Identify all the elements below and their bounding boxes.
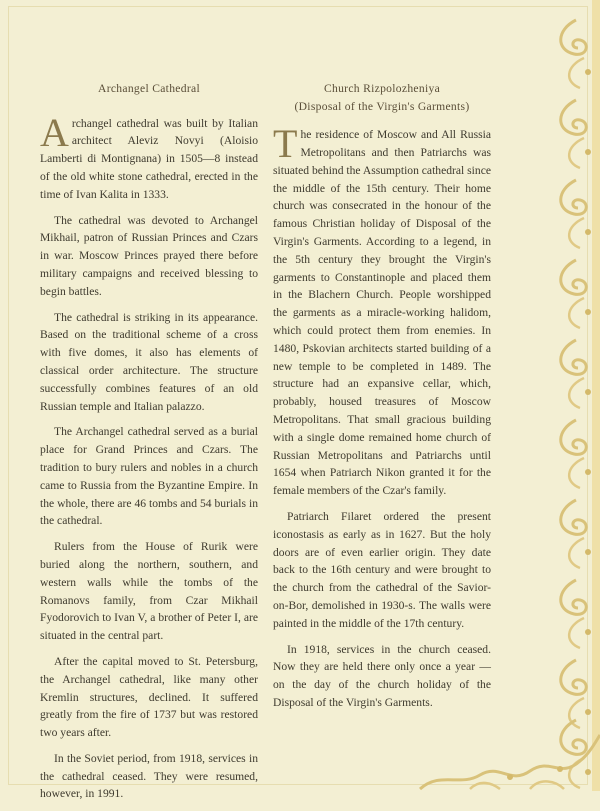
right-paragraph: In 1918, services in the church ceased. Now they are held there only once a year — on the day of the church holiday of the Disposal of the Virgin's Garments. [273,642,491,709]
left-paragraph: After the capital moved to St. Petersburg, the Archangel cathedral, like many other Kremlin structures, declined. It suffered greatly from the fire of 1737 but was restored two years after. [40,654,258,740]
left-title: Archangel Cathedral [98,82,200,95]
right-paragraph: Patriarch Filaret ordered the present iconostasis as early as in 1627. But the holy doors are of even earlier origin. They date back to the 16th century and were brought to the church from the cathedral of the Savior-on-Bor, demolished in 1930-s. The walls were painted in the middle of the 17th century. [273,509,491,630]
right-column [273,80,491,720]
ornament-border-icon [536,0,600,791]
left-column [40,80,258,811]
right-title-line1: Church Rizpolozheniya [323,82,441,95]
dropcap-a: A [40,109,69,155]
left-paragraph: Rulers from the House of Rurik were buried along the northern, southern, and western walls while the tombs of the Romanovs family, from Czar Mikhail Fyodorovich to Ivan V, a brother of Peter I, are situated in the central part. [40,540,258,643]
right-paragraph: The residence of Moscow and All Russia Metropolitans and then Patriarchs was situated behind the Assumption cathedral since the middle of the 15th century. Their home church was consecrated in the honour of the famous Christian holiday of Disposal of the Virgin's Garments. According to a legend, in the 5th century they brought the Virgin's garments to Constantinople and placed them in the Blachern Church. People worshipped the garments as a miracle-working halidom, which could protect them from enemies. In 1480, Pskovian architects started building of a new temple to be completed in 1489. The structure had an expansive cellar, which, probably, housed treasures of Moscow Metropolitans. That small gracious building with a single dome remained home church of Russian Metropolitans and Patriarchs until 1654 when Patriarch Nikon granted it for the female members of the Czar's family. [273,121,491,498]
left-paragraph: Archangel cathedral was built by Italian architect Aleviz Novyi (Aloisio Lamberti di Montignana) in 1505—8 instead of the old white stone cathedral, erected in the time of Ivan Kalita in 1333. [40,109,258,201]
left-paragraph: The cathedral is striking in its appearance. Based on the traditional scheme of a cross with five domes, it also has elements of classical order architecture. The structure successfully combines features of an old Russian temple and Italian palazzo. [40,310,258,413]
left-paragraph: The cathedral was devoted to Archangel Mikhail, patron of Russian Princes and Czars in war. Moscow Princes prayed there before military campaigns and received blessing to begin battles. [40,213,258,298]
ornament-corner-icon [410,731,600,791]
left-paragraph: The Archangel cathedral served as a burial place for Grand Princes and Czars. The tradition to bury rulers and nobles in a church came to Russia from the Byzantine Empire. In the whole, there are 46 tombs and 54 burials in the cathedral. [40,425,258,528]
dropcap-t: T [273,121,298,167]
left-paragraph: In the Soviet period, from 1918, services in the cathedral ceased. They were resumed, however, in 1991. [40,751,258,801]
right-title-line2: (Disposal of the Virgin's Garments) [294,99,470,113]
right-title [273,80,491,115]
